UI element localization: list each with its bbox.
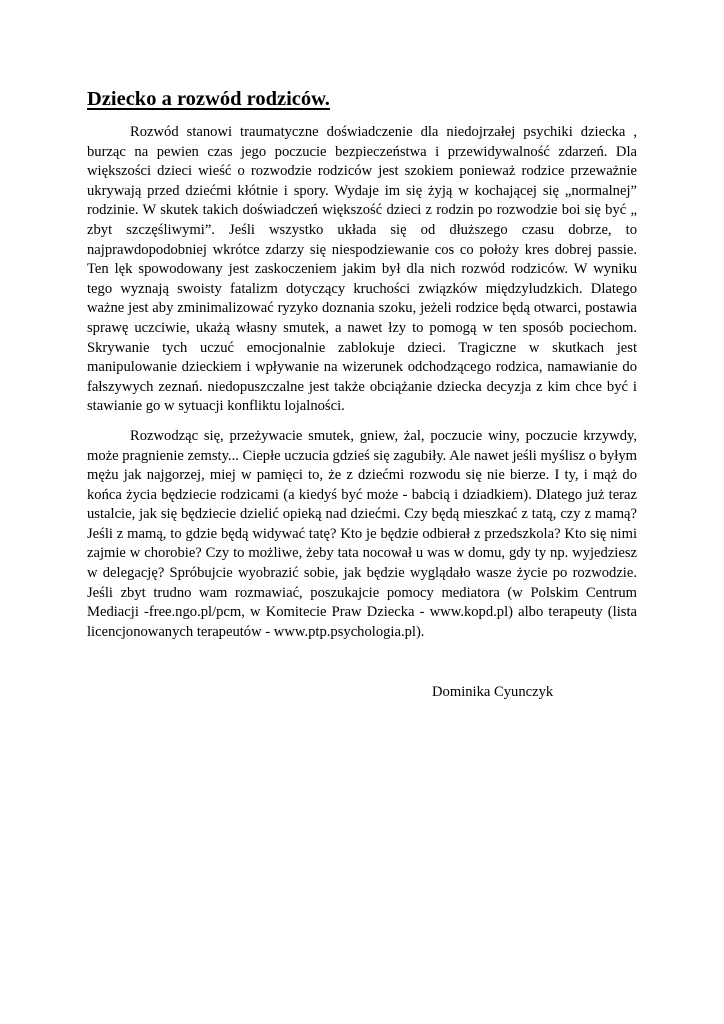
author-signature: Dominika Cyunczyk: [432, 684, 554, 700]
paragraph-1: Rozwód stanowi traumatyczne doświadczenie dla niedojrzałej psychiki dziecka , burząc na pewien czas jego poczucie bezpieczeństwa i przewidywalność zdarzeń. Dla większości dzieci wieść o rozwodzie rodziców jest szokiem ponieważ rodzice przeważnie ukrywają przed dziećmi kłótnie i spory. Wydaje im się żyją w kochającej się „normalnej” rodzinie. W skutek takich doświadczeń większość dzieci z rodzin po rozwodzie boi się być „ zbyt szczęśliwymi”. Jeśli wszystko układa się od dłuższego czasu dobrze, to najprawdopodobniej wkrótce zdarzy się niespodziewanie cos co położy kres dobrej passie. Ten lęk spowodowany jest zaskoczeniem jakim był dla nich rozwód rodziców. W wyniku tego wyznają swoisty fatalizm dotyczący kruchości związków międzyludzkich. Dlatego ważne jest aby zminimalizować ryzyko doznania szoku, jeżeli rodzice będą otwarci, postawia sprawę uczciwie, ukażą własny smutek, a nawet łzy to pomogą w ten sposób pociechom. Skrywanie tych uczuć emocjonalnie zablokuje dzieci. Tragiczne w skutkach jest manipulowanie dzieckiem i wpływanie na wizerunek odchodzącego rodzica, namawianie do fałszywych zeznań. niedopuszczalne jest także obciążanie dziecka decyzja z kim chce być i stawianie go w sytuacji konfliktu lojalności.: [87, 124, 637, 415]
document-title: Dziecko a rozwód rodziców.: [87, 88, 330, 110]
document-body: [87, 86, 637, 642]
paragraph-2: Rozwodząc się, przeżywacie smutek, gniew, żal, poczucie winy, poczucie krzywdy, może pragnienie zemsty... Ciepłe uczucia gdzieś się zagubiły. Ale nawet jeśli myślisz o byłym mężu jak najgorzej, miej w pamięci to, że z dziećmi rozwodu się nie bierze. I ty, i mąż do końca życia będziecie rodzicami (a kiedyś być może - babcią i dziadkiem). Dlatego już teraz ustalcie, jak się będziecie dzielić opieką nad dziećmi. Czy będą mieszkać z tatą, czy z mamą? Jeśli z mamą, to gdzie będą widywać tatę? Kto je będzie odbierał z przedszkola? Kto się nimi zajmie w chorobie? Czy to możliwe, żeby tata nocował u was w domu, gdy ty np. wyjedziesz w delegację? Spróbujcie wyobrazić sobie, jak będzie wyglądało wasze życie po rozwodzie. Jeśli zbyt trudno wam rozmawiać, poszukajcie pomocy mediatora (w Polskim Centrum Mediacji -free.ngo.pl/pcm, w Komitecie Praw Dziecka - www.kopd.pl) albo terapeuty (lista licencjonowanych terapeutów - www.ptp.psychologia.pl).: [87, 427, 637, 640]
